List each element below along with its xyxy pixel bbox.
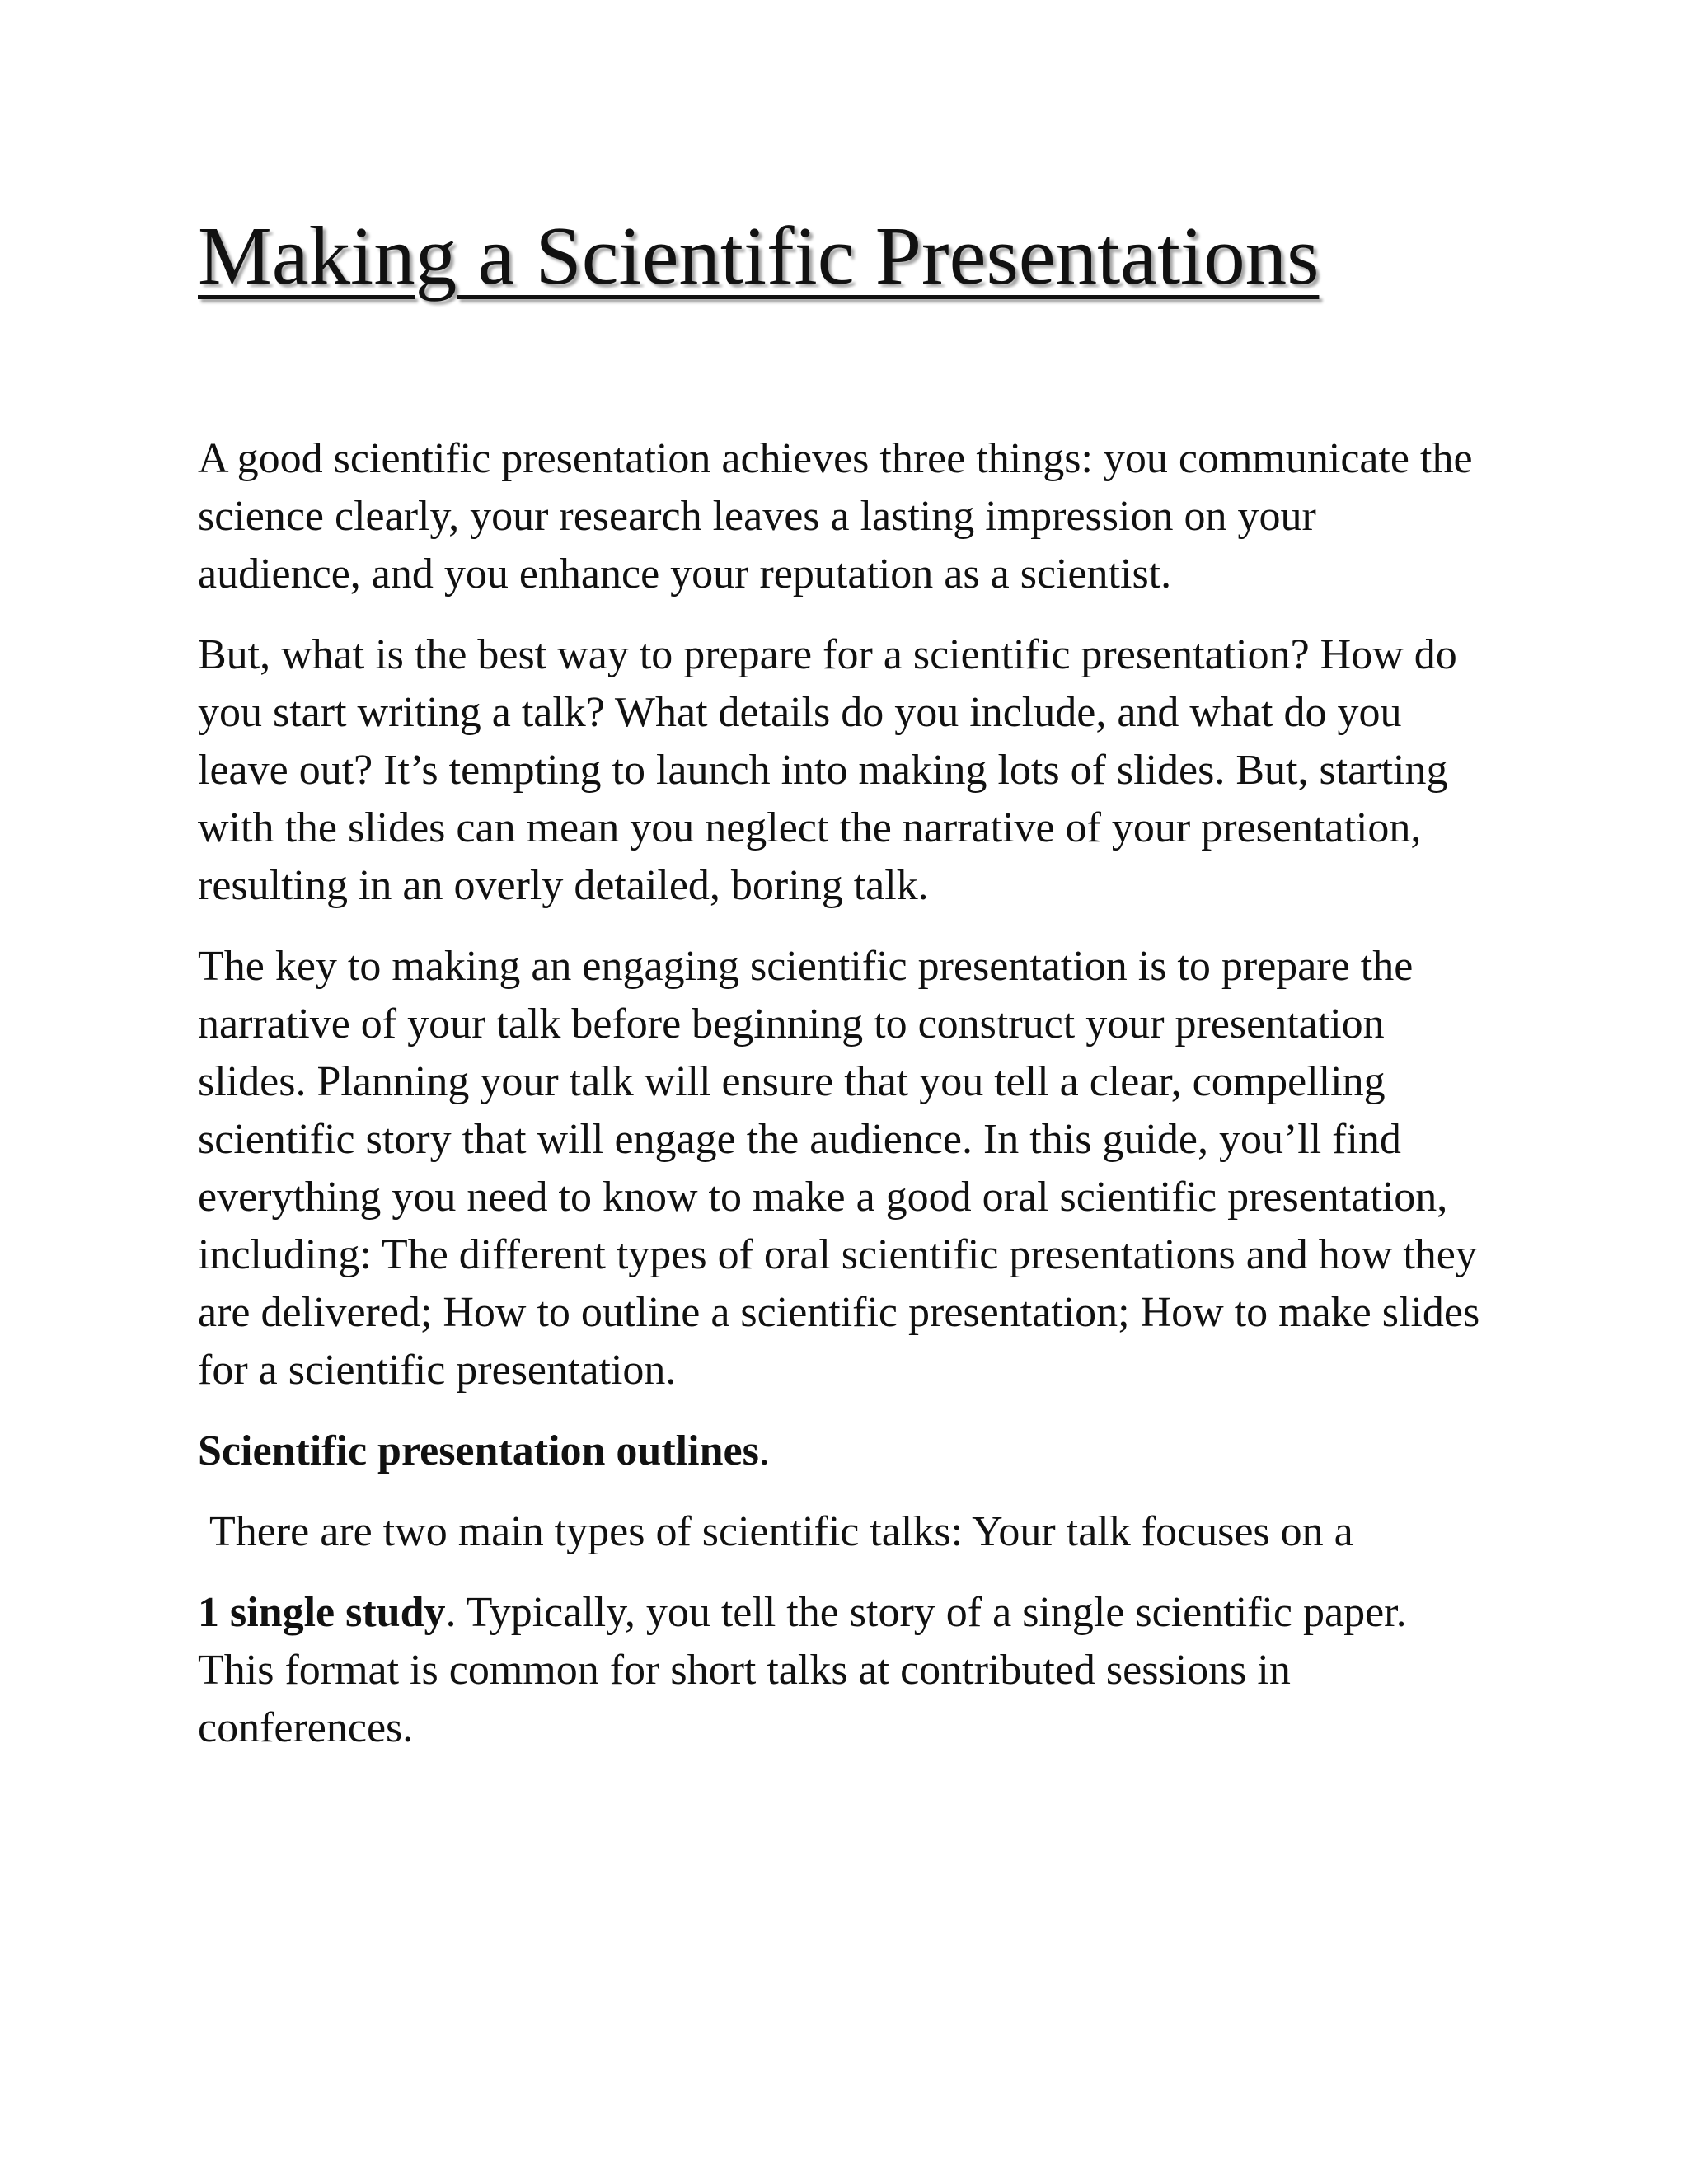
document-body — [198, 430, 1500, 1757]
paragraph-intro: A good scientific presentation achieves three things: you communicate the science clearly, your research leaves a lasting impression on your audience, and you enhance your reputation as a scientist. — [198, 435, 1473, 598]
section-heading-line — [198, 1422, 1500, 1480]
type-single-study-text: . Typically, you tell the story of a single scientific paper. This format is common for short talks at contributed sessions in conferences. — [198, 1589, 1407, 1751]
paragraph-type-single-study — [198, 1584, 1492, 1757]
document-page — [198, 206, 1500, 1780]
section-heading-period: . — [758, 1427, 770, 1474]
type-single-study-label: 1 single study — [198, 1589, 446, 1636]
section-heading: Scientific presentation outlines — [198, 1427, 759, 1474]
paragraph-types-intro: There are two main types of scientific talks: Your talk focuses on a — [209, 1508, 1353, 1555]
paragraph-key-narrative: The key to making an engaging scientific presentation is to prepare the narrative of your talk before beginning to construct your presentation slides. Planning your talk will ensure that you tell a clear, compelling scientific story that will engage the audience. In this guide, you’ll find everything you need to know to make a good oral scientific presentation, including: The different types of oral scientific presentations and how they are delivered; How to outline a scientific presentation; How to make slides for a scientific presentation. — [198, 943, 1480, 1394]
paragraph-preparation: But, what is the best way to prepare for a scientific presentation? How do you start writing a talk? What details do you include, and what do you leave out? It’s tempting to launch into making lots of slides. But, starting with the slides can mean you neglect the narrative of your presentation, resulting in an overly detailed, boring talk. — [198, 631, 1457, 909]
document-title: Making a Scientific Presentations — [198, 209, 1320, 302]
